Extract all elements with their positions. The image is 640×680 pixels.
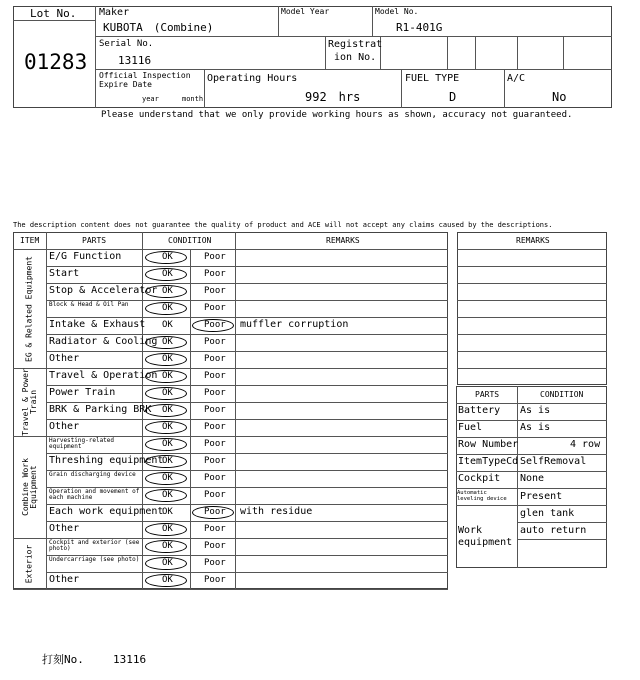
ok-option: OK <box>162 473 173 483</box>
lot-label: Lot No. <box>30 7 77 20</box>
part-label: E/G Function <box>49 251 122 262</box>
remark-text: with residue <box>240 506 313 517</box>
rp-auto-level-label: Automatic leveling device <box>457 490 507 503</box>
rp-label: Cockpit <box>458 473 501 484</box>
poor-option: Poor <box>204 286 226 296</box>
rp-value: 4 row <box>570 439 601 450</box>
ok-circle-mark <box>145 540 187 553</box>
fuel-type-label: FUEL TYPE <box>405 73 460 84</box>
ok-circle-mark <box>145 285 187 298</box>
ok-option: OK <box>162 524 173 534</box>
part-label: Grain discharging device <box>49 471 136 478</box>
ok-option: OK <box>162 269 173 279</box>
lot-value: 01283 <box>24 50 88 74</box>
rp-work-label-2: equipment <box>458 537 513 548</box>
group-label: EG & Related Equipment <box>24 255 34 362</box>
ok-option: OK <box>162 320 173 330</box>
rp-value: As is <box>520 422 551 433</box>
poor-option: Poor <box>204 354 226 364</box>
poor-option: Poor <box>204 490 226 500</box>
ok-option: OK <box>162 388 173 398</box>
ok-option: OK <box>162 371 173 381</box>
disclaimer-text: The description content does not guarantee the quality of product and ACE will not accept any claims caused by the descriptions. <box>13 221 553 229</box>
inspection-label: Official Inspection <box>99 71 191 80</box>
ok-circle-mark <box>145 421 187 434</box>
rp-value: None <box>520 473 545 484</box>
month-label: month <box>182 95 204 103</box>
group-label: Travel & Power Train <box>20 368 38 436</box>
hours-label: Operating Hours <box>207 73 298 84</box>
remark-text: muffler corruption <box>240 319 349 330</box>
part-label: Stop & Accelerator <box>49 285 158 296</box>
poor-option: Poor <box>204 558 226 568</box>
model-no-value: R1-401G <box>396 21 443 34</box>
ok-circle-mark <box>145 455 187 468</box>
ok-option: OK <box>162 541 173 551</box>
serial-label: Serial No. <box>99 39 154 49</box>
ok-circle-mark <box>145 370 187 383</box>
poor-option: Poor <box>204 405 226 415</box>
rp-col-condition: CONDITION <box>540 390 584 399</box>
poor-option: Poor <box>204 524 226 534</box>
col-condition-header: CONDITION <box>168 236 212 245</box>
poor-option: Poor <box>204 303 226 313</box>
ac-label: A/C <box>507 73 526 84</box>
rp-auto-level-value: Present <box>520 491 563 502</box>
ok-option: OK <box>162 422 173 432</box>
ok-circle-mark <box>145 353 187 366</box>
rp-col-parts: PARTS <box>475 390 500 399</box>
ok-option: OK <box>162 507 173 517</box>
col-remarks-header: REMARKS <box>326 236 360 245</box>
rp-label: Battery <box>458 405 501 416</box>
poor-option: Poor <box>204 575 226 585</box>
poor-option: Poor <box>204 439 226 449</box>
poor-option: Poor <box>204 388 226 398</box>
serial-value: 13116 <box>118 54 152 67</box>
ok-option: OK <box>162 354 173 364</box>
rp-value: As is <box>520 405 551 416</box>
poor-circle-mark <box>192 319 234 332</box>
ok-circle-mark <box>145 251 187 264</box>
ok-option: OK <box>162 337 173 347</box>
poor-option: Poor <box>204 269 226 279</box>
ok-option: OK <box>162 558 173 568</box>
ok-option: OK <box>162 490 173 500</box>
part-label: Power Train <box>49 387 116 398</box>
part-label: Other <box>49 574 80 585</box>
ok-option: OK <box>162 286 173 296</box>
poor-circle-mark <box>192 506 234 519</box>
part-label: Other <box>49 523 80 534</box>
year-label: year <box>142 95 159 103</box>
ok-circle-mark <box>145 438 187 451</box>
poor-option: Poor <box>204 252 226 262</box>
poor-option: Poor <box>204 473 226 483</box>
ok-circle-mark <box>145 574 187 587</box>
part-label: Other <box>49 421 80 432</box>
poor-option: Poor <box>204 320 226 330</box>
part-label: Operation and movement of each machine <box>49 488 140 501</box>
part-label: BRK & Parking BRK <box>49 404 152 415</box>
group-label: Combine Work Equipment <box>20 458 38 516</box>
col-item-header: ITEM <box>20 236 40 245</box>
poor-option: Poor <box>204 507 226 517</box>
part-label: Start <box>49 268 80 279</box>
part-label: Radiator & Cooling <box>49 336 158 347</box>
poor-option: Poor <box>204 541 226 551</box>
ok-circle-mark <box>145 523 187 536</box>
ok-option: OK <box>162 456 173 466</box>
ok-option: OK <box>162 252 173 262</box>
model-no-label: Model No. <box>375 7 419 16</box>
ok-circle-mark <box>145 489 187 502</box>
part-label: Block & Head & Oil Pan <box>49 301 129 308</box>
part-label: Other <box>49 353 80 364</box>
stamp-no-label: 打刻No. <box>42 653 84 666</box>
rp-work-value-1: glen tank <box>520 508 575 519</box>
stamp-no-value: 13116 <box>113 653 147 666</box>
part-label: Intake & Exhaust <box>49 319 146 330</box>
ok-option: OK <box>162 405 173 415</box>
col-parts-header: PARTS <box>82 236 107 245</box>
fuel-type-value: D <box>449 90 457 104</box>
right-remarks-header: REMARKS <box>516 236 550 245</box>
poor-option: Poor <box>204 456 226 466</box>
registration-label-2: ion No. <box>334 52 377 63</box>
hours-value: 992 hrs <box>305 90 361 104</box>
ok-circle-mark <box>145 387 187 400</box>
part-label: Cockpit and exterior (see photo) <box>49 539 140 552</box>
inspection-label-2: Expire Date <box>99 80 152 89</box>
rp-label: Row Number <box>458 439 519 450</box>
rp-value: SelfRemoval <box>520 456 587 467</box>
notice-text: Please understand that we only provide working hours as shown, accuracy not guaranteed. <box>101 110 573 120</box>
part-label: Harvesting-related equipment <box>49 437 115 450</box>
maker-value: KUBOTA (Combine) <box>103 21 214 34</box>
ac-value: No <box>552 90 567 104</box>
ok-circle-mark <box>145 472 187 485</box>
ok-option: OK <box>162 303 173 313</box>
part-label: Threshing equipment <box>49 455 164 466</box>
part-label: Travel & Operation <box>49 370 158 381</box>
rp-label: ItemTypeCd <box>458 456 519 467</box>
ok-circle-mark <box>145 268 187 281</box>
part-label: Undercarriage (see photo) <box>49 556 140 563</box>
ok-circle-mark <box>145 302 187 315</box>
poor-option: Poor <box>204 422 226 432</box>
ok-option: OK <box>162 575 173 585</box>
model-year-label: Model Year <box>281 7 330 16</box>
ok-circle-mark <box>145 336 187 349</box>
rp-label: Fuel <box>458 422 483 433</box>
poor-option: Poor <box>204 337 226 347</box>
ok-option: OK <box>162 439 173 449</box>
rp-work-label: Work <box>458 525 483 536</box>
ok-circle-mark <box>145 404 187 417</box>
rp-work-value-2: auto return <box>520 525 587 536</box>
part-label: Each work equipment <box>49 506 164 517</box>
group-label: Exterior <box>24 544 34 583</box>
ok-circle-mark <box>145 557 187 570</box>
registration-label: Registrat <box>328 39 383 50</box>
maker-label: Maker <box>99 7 130 18</box>
poor-option: Poor <box>204 371 226 381</box>
